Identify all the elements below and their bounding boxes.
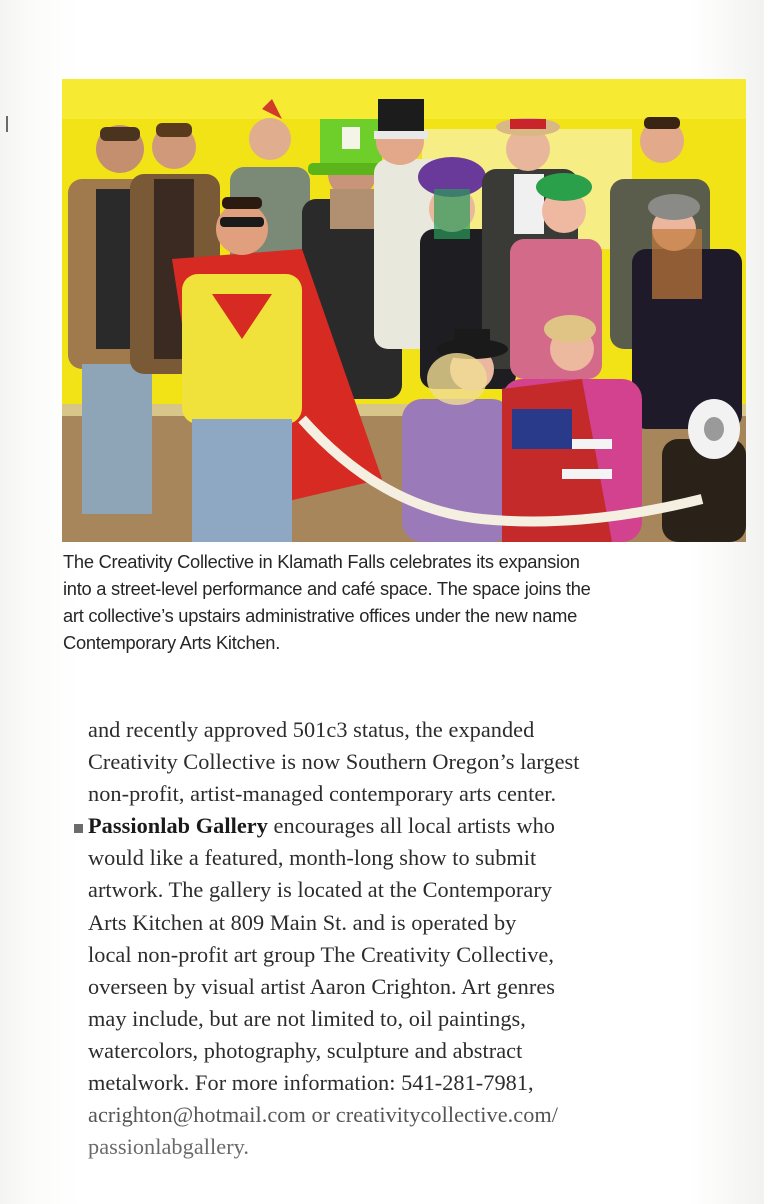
item-heading: Passionlab Gallery (88, 813, 268, 839)
group-photo (62, 79, 746, 542)
caption-line: into a street-level performance and café space. The space joins the (63, 578, 591, 599)
page-edge-mark (6, 116, 8, 132)
body-line: Creativity Collective is now Southern Oregon’s largest (88, 749, 580, 775)
body-line: Arts Kitchen at 809 Main St. and is operated by (88, 909, 517, 935)
body-line: and recently approved 501c3 status, the expanded (88, 717, 535, 742)
caption-line: Contemporary Arts Kitchen. (63, 632, 281, 653)
caption-line: art collective’s upstairs administrative offices under the new name (63, 605, 578, 626)
body-line: acrighton@hotmail.com or creativitycollective.com/ (88, 1102, 559, 1128)
body-line: local non-profit art group The Creativity Collective, (88, 941, 555, 967)
caption-line: The Creativity Collective in Klamath Falls celebrates its expansion (63, 551, 580, 572)
body-line: metalwork. For more information: 541-281-7981, (88, 1070, 534, 1096)
body-line: passionlabgallery. (88, 1134, 250, 1160)
item-first-line (88, 810, 708, 842)
body-line: artwork. The gallery is located at the Contemporary (88, 877, 553, 903)
group-photo-image (62, 79, 746, 542)
body-line: would like a featured, month-long show to submit (88, 845, 537, 871)
body-line: non-profit, artist-managed contemporary arts center. (88, 781, 557, 807)
body-line: overseen by visual artist Aaron Crighton. Art genres (88, 973, 556, 999)
square-bullet-icon (74, 824, 83, 833)
body-line: may include, but are not limited to, oil paintings, (88, 1005, 526, 1031)
item-first-line-rest: encourages all local artists who (267, 813, 555, 839)
article-body (88, 714, 708, 1163)
body-line: watercolors, photography, sculpture and abstract (88, 1037, 523, 1063)
photo-caption (63, 548, 703, 656)
